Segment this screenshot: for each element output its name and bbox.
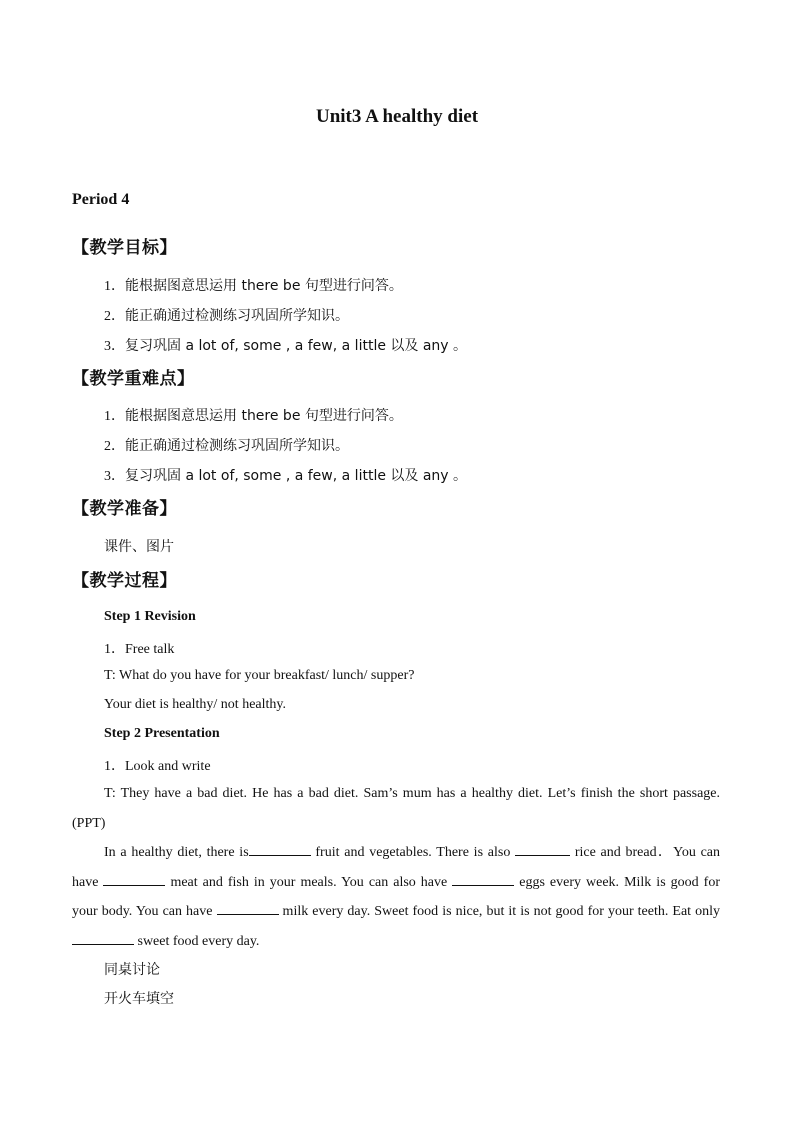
objective-item bbox=[104, 335, 467, 355]
step1-item: 1．Free talk bbox=[104, 642, 175, 657]
item-text: 复习巩固 a lot of, some , a few, a little 以及 any 。 bbox=[125, 468, 468, 484]
item-number: 3． bbox=[104, 469, 125, 484]
section-heading-objectives: 【教学目标】 bbox=[72, 238, 177, 258]
section-heading-process: 【教学过程】 bbox=[72, 571, 177, 591]
item-number: 3． bbox=[104, 339, 125, 354]
step2-title: Step 2 Presentation bbox=[104, 726, 220, 741]
answer-blank[interactable] bbox=[103, 873, 165, 886]
passage-text: sweet food every day. bbox=[134, 933, 260, 949]
step1-line1: T: What do you have for your breakfast/ lunch/ supper? bbox=[104, 668, 415, 683]
step1-title: Step 1 Revision bbox=[104, 609, 196, 624]
answer-blank[interactable] bbox=[452, 873, 514, 886]
item-number: 2． bbox=[104, 439, 125, 454]
period-label: Period 4 bbox=[72, 191, 130, 208]
passage-text: fruit and vegetables. There is also bbox=[310, 845, 516, 860]
objective-item bbox=[104, 275, 403, 295]
preparation-text: 课件、图片 bbox=[104, 539, 174, 555]
item-text: 复习巩固 a lot of, some , a few, a little 以及 any 。 bbox=[125, 338, 468, 354]
fill-in-passage bbox=[72, 838, 720, 956]
item-text: 能正确通过检测练习巩固所学知识。 bbox=[125, 438, 349, 454]
answer-blank[interactable] bbox=[515, 843, 570, 856]
item-number: 1． bbox=[104, 409, 125, 424]
answer-blank[interactable] bbox=[249, 843, 311, 856]
document-title: Unit3 A healthy diet bbox=[315, 106, 479, 127]
item-text: 能正确通过检测练习巩固所学知识。 bbox=[125, 308, 349, 324]
key-point-item bbox=[104, 405, 403, 425]
passage-text: meat and fish in your meals. You can also have bbox=[165, 874, 453, 890]
passage-text: eggs every week. Milk is good for your body. You can have bbox=[72, 874, 720, 919]
activity-note: 开火车填空 bbox=[104, 991, 174, 1007]
step2-item: 1．Look and write bbox=[104, 759, 211, 774]
step2-paragraph-text: T: They have a bad diet. He has a bad diet. Sam’s mum has a healthy diet. Let’s finish the short passage. (PPT) bbox=[72, 786, 720, 831]
passage-text: In a healthy diet, there is bbox=[104, 845, 249, 860]
answer-blank[interactable] bbox=[217, 902, 279, 915]
item-number: 1． bbox=[104, 279, 125, 294]
activity-note: 同桌讨论 bbox=[104, 962, 160, 978]
item-text: 能根据图意思运用 there be 句型进行问答。 bbox=[125, 278, 403, 294]
passage-text: rice and bread．You can have bbox=[72, 845, 720, 890]
key-point-item bbox=[104, 465, 467, 485]
item-text: 能根据图意思运用 there be 句型进行问答。 bbox=[125, 408, 403, 424]
answer-blank[interactable] bbox=[72, 932, 134, 945]
objective-item bbox=[104, 305, 349, 325]
section-heading-preparation: 【教学准备】 bbox=[72, 499, 177, 519]
key-point-item bbox=[104, 435, 349, 455]
step2-paragraph bbox=[72, 779, 720, 838]
item-number: 2． bbox=[104, 309, 125, 324]
passage-text: milk every day. Sweet food is nice, but it is not good for your teeth. Eat only bbox=[278, 904, 720, 919]
section-heading-key-points: 【教学重难点】 bbox=[72, 369, 195, 389]
step1-line2: Your diet is healthy/ not healthy. bbox=[104, 697, 286, 712]
